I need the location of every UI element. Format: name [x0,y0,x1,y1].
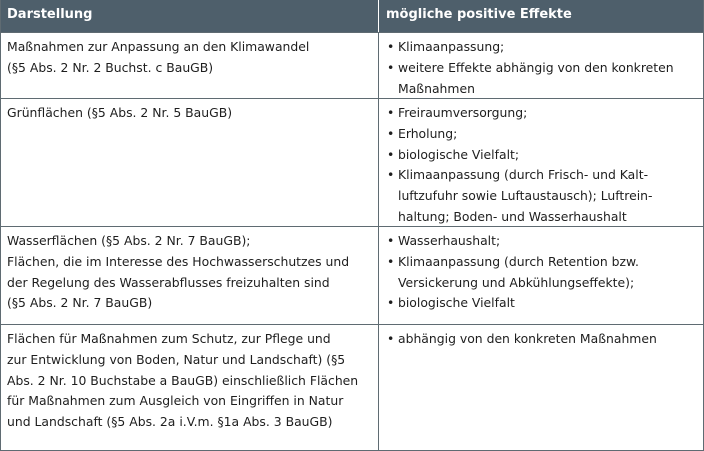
cell-text-line: Grünflächen (§5 Abs. 2 Nr. 5 BauGB) [7,105,233,120]
effect-text-line: abhängig von den konkreten Maßnahmen [398,331,657,346]
darstellung-cell [1,227,379,324]
bullet-icon: • [387,39,395,54]
effect-text-line: Erholung; [398,125,458,141]
cell-text-line: der Regelung des Wasserabflusses freizuhalten sind [7,274,330,290]
effect-text-line: Maßnahmen [398,80,475,96]
bullet-icon: • [387,331,395,346]
effect-list-item [386,293,697,314]
effect-text-line: biologische Vielfalt; [398,146,520,162]
effekte-cell [379,325,703,450]
table-row [1,98,703,226]
effect-list [386,231,697,314]
effect-list-item [386,37,697,58]
effekte-cell [379,99,703,226]
table-row [1,32,703,98]
cell-text-line: Flächen für Maßnahmen zum Schutz, zur Pflege und [7,331,331,346]
cell-text-line: Flächen, die im Interesse des Hochwasserschutzes und [7,253,350,269]
header-effekte: mögliche positive Effekte [386,7,572,22]
effect-list [386,37,697,99]
effect-list-item [386,145,697,166]
effect-text-line: luftzufuhr sowie Luftaustausch); Luftrein- [398,188,653,204]
effect-text-line: Klimaanpassung (durch Retention bzw. [398,253,639,269]
effect-list-item [386,124,697,145]
effect-list-item [386,252,697,294]
effect-list-item [386,165,697,227]
effect-text-line: Klimaanpassung; [398,39,505,54]
effect-list-item [386,103,697,124]
bullet-icon: • [387,59,395,75]
table-row [1,324,703,450]
effect-text-line: biologische Vielfalt [398,295,515,311]
darstellung-cell [1,99,379,226]
cell-text-line: (§5 Abs. 2 Nr. 7 BauGB) [7,295,153,311]
effect-list-item [386,231,697,252]
cell-text-line: (§5 Abs. 2 Nr. 2 Buchst. c BauGB) [7,59,214,75]
bullet-icon: • [387,146,395,162]
bullet-icon: • [387,105,395,120]
cell-text-line: für Maßnahmen zum Ausgleich von Eingriffen in Natur [7,393,344,409]
effect-list-item [386,58,697,100]
cell-text-line: Abs. 2 Nr. 10 Buchstabe a BauGB) einschließlich Flächen [7,372,359,388]
effect-text-line: Wasserhaushalt; [398,233,501,248]
bullet-icon: • [387,295,395,311]
bullet-icon: • [387,253,395,269]
effect-text-line: Freiraumversorgung; [398,105,528,120]
effect-text-line: Versickerung und Abkühlungseffekte); [398,274,635,290]
cell-text-line: zur Entwicklung von Boden, Natur und Landschaft) (§5 [7,351,346,367]
effect-list [386,103,697,228]
table-row [1,226,703,324]
effect-text-line: weitere Effekte abhängig von den konkreten [398,59,674,75]
cell-text-line: Maßnahmen zur Anpassung an den Klimawandel [7,39,310,54]
bullet-icon: • [387,125,395,141]
effekte-cell [379,33,703,98]
table-header [1,0,703,32]
darstellung-cell [1,33,379,98]
cell-text-line: Wasserflächen (§5 Abs. 2 Nr. 7 BauGB); [7,233,251,248]
effect-text-line: haltung; Boden- und Wasserhaushalt [398,208,627,224]
bullet-icon: • [387,167,395,183]
effekte-cell [379,227,703,324]
effect-list-item [386,329,697,350]
effect-text-line: Klimaanpassung (durch Frisch- und Kalt- [398,167,649,183]
bullet-icon: • [387,233,395,248]
effect-list [386,329,697,350]
cell-text-line: und Landschaft (§5 Abs. 2a i.V.m. §1a Abs. 3 BauGB) [7,414,333,430]
header-darstellung: Darstellung [1,0,379,32]
darstellung-cell [1,325,379,450]
